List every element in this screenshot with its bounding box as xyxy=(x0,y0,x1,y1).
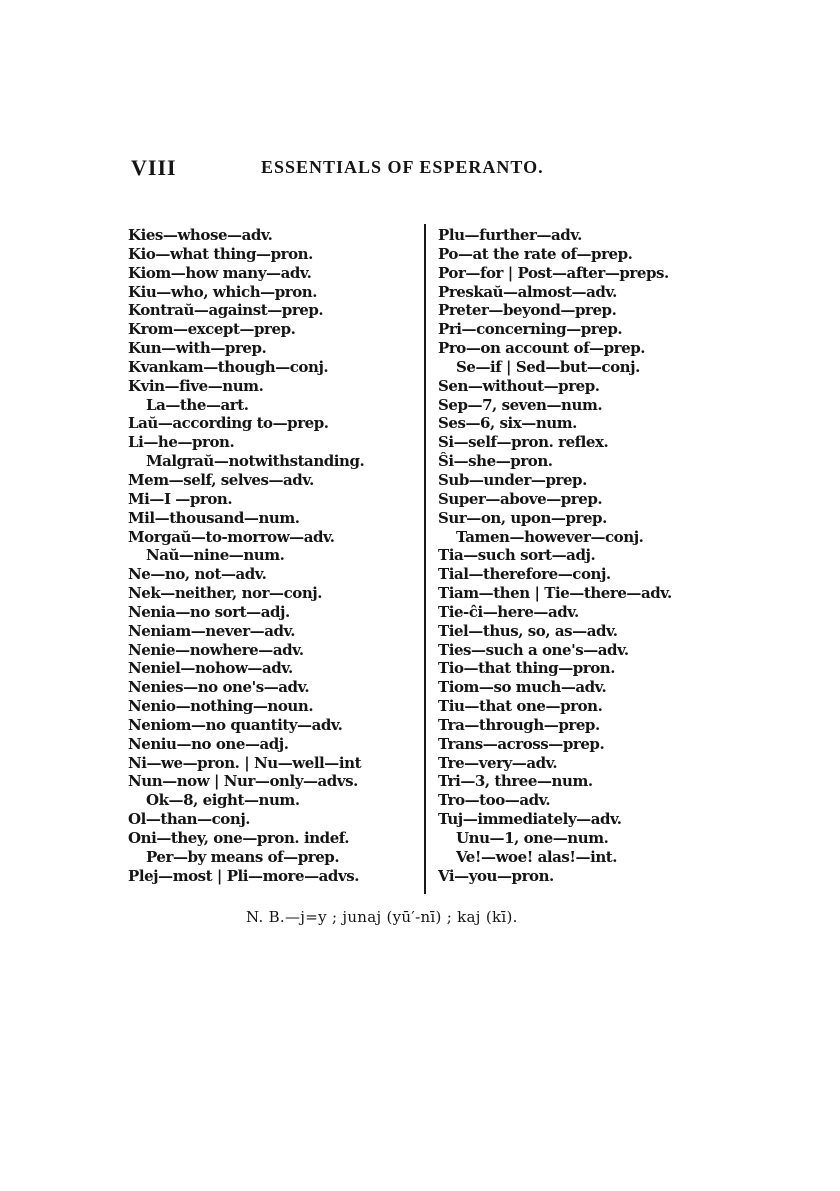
vocabulary-entry: Neniom—no quantity—adv. xyxy=(128,715,343,734)
vocabulary-entry: Mi—I —pron. xyxy=(128,489,233,508)
vocabulary-entry: Pri—concerning—prep. xyxy=(438,320,623,339)
vocabulary-entry: Kiu—who, which—pron. xyxy=(128,282,317,301)
vocabulary-entry: Nenies—no one's—adv. xyxy=(128,678,310,697)
vocabulary-entry: Tiu—that one—pron. xyxy=(438,697,603,716)
page-number: VIII xyxy=(131,155,177,180)
vocabulary-entry: Kvankam—though—conj. xyxy=(128,357,329,376)
vocabulary-column-right xyxy=(438,226,738,886)
vocabulary-entry: Vi—you—pron. xyxy=(438,866,554,885)
vocabulary-entry: Trans—across—prep. xyxy=(438,734,605,753)
vocabulary-entry: Tra—through—prep. xyxy=(438,715,600,734)
vocabulary-entry: Sub—under—prep. xyxy=(438,470,587,489)
vocabulary-entry: Ties—such a one's—adv. xyxy=(438,640,629,659)
page-header xyxy=(131,155,611,185)
running-title: ESSENTIALS OF ESPERANTO. xyxy=(261,157,544,177)
vocabulary-entry: Ol—than—conj. xyxy=(128,810,251,829)
vocabulary-entry: Mil—thousand—num. xyxy=(128,508,300,527)
vocabulary-entry: Oni—they, one—pron. indef. xyxy=(128,829,350,847)
vocabulary-entry: Li—he—pron. xyxy=(128,433,235,452)
vocabulary-entry: Ni—we—pron. | Nu—well—int xyxy=(128,753,362,772)
vocabulary-entry: Ses—6, six—num. xyxy=(438,414,577,433)
vocabulary-entry: Sep—7, seven—num. xyxy=(438,395,603,414)
vocabulary-entry: Naŭ—nine—num. xyxy=(146,546,285,565)
vocabulary-entry: Nenio—nothing—noun. xyxy=(128,697,314,716)
vocabulary-entry: Por—for | Post—after—preps. xyxy=(438,263,669,282)
vocabulary-entry: Sen—without—prep. xyxy=(438,376,600,395)
vocabulary-entry: Tuj—immediately—adv. xyxy=(438,810,622,829)
vocabulary-entry: Morgaŭ—to-morrow—adv. xyxy=(128,527,335,546)
column-divider xyxy=(424,224,426,894)
vocabulary-entry: Ok—8, eight—num. xyxy=(146,791,300,810)
vocabulary-entry: Tri—3, three—num. xyxy=(438,772,593,791)
vocabulary-entry: Kio—what thing—pron. xyxy=(128,244,313,263)
vocabulary-entry: Ŝi—she—pron. xyxy=(438,452,553,471)
vocabulary-entry: Nenia—no sort—adj. xyxy=(128,602,290,621)
vocabulary-entry: Kvin—five—num. xyxy=(128,376,264,395)
vocabulary-entry: Preskaŭ—almost—adv. xyxy=(438,282,617,301)
vocabulary-entry: Tamen—however—conj. xyxy=(456,527,644,546)
vocabulary-entry: Nek—neither, nor—conj. xyxy=(128,584,323,603)
vocabulary-entry: Kiom—how many—adv. xyxy=(128,263,312,282)
vocabulary-entry: Tio—that thing—pron. xyxy=(438,659,616,678)
vocabulary-entry: Neniam—never—adv. xyxy=(128,621,296,640)
vocabulary-entry: Neniu—no one—adj. xyxy=(128,734,289,753)
vocabulary-entry: Nenie—nowhere—adv. xyxy=(128,640,304,659)
vocabulary-column-left xyxy=(128,226,418,886)
vocabulary-entry: Per—by means of—prep. xyxy=(146,847,340,866)
vocabulary-entry: Ne—no, not—adv. xyxy=(128,565,267,584)
vocabulary-entry: Kontraŭ—against—prep. xyxy=(128,301,324,320)
vocabulary-entry: Nun—now | Nur—only—advs. xyxy=(128,772,358,791)
vocabulary-entry: Tiel—thus, so, as—adv. xyxy=(438,621,618,640)
vocabulary-entry: Tiam—then | Tie—there—adv. xyxy=(438,584,672,603)
vocabulary-entry: Tro—too—adv. xyxy=(438,791,551,810)
vocabulary-entry: Unu—1, one—num. xyxy=(456,829,609,847)
vocabulary-entry: Sur—on, upon—prep. xyxy=(438,508,607,527)
vocabulary-entry: Tial—therefore—conj. xyxy=(438,565,611,584)
vocabulary-entry: Krom—except—prep. xyxy=(128,320,296,339)
vocabulary-entry: Kies—whose—adv. xyxy=(128,226,273,244)
vocabulary-entry: Tre—very—adv. xyxy=(438,753,558,772)
vocabulary-entry: Laŭ—according to—prep. xyxy=(128,414,329,433)
vocabulary-entry: Ve!—woe! alas!—int. xyxy=(456,847,618,866)
vocabulary-entry: La—the—art. xyxy=(146,395,249,414)
vocabulary-entry: Tiom—so much—adv. xyxy=(438,678,607,697)
vocabulary-entry: Tia—such sort—adj. xyxy=(438,546,596,565)
vocabulary-entry: Kun—with—prep. xyxy=(128,339,267,358)
vocabulary-entry: Preter—beyond—prep. xyxy=(438,301,617,320)
vocabulary-entry: Po—at the rate of—prep. xyxy=(438,244,633,263)
vocabulary-entry: Tie-ĉi—here—adv. xyxy=(438,602,579,621)
vocabulary-entry: Si—self—pron. reflex. xyxy=(438,433,609,452)
vocabulary-entry: Neniel—nohow—adv. xyxy=(128,659,293,678)
vocabulary-entry: Super—above—prep. xyxy=(438,489,603,508)
vocabulary-entry: Plu—further—adv. xyxy=(438,226,582,244)
footnote: N. B.—j=y ; junaj (yū′-nī) ; kaj (kī). xyxy=(246,908,518,926)
vocabulary-entry: Plej—most | Pli—more—advs. xyxy=(128,866,359,885)
vocabulary-entry: Se—if | Sed—but—conj. xyxy=(456,357,640,376)
vocabulary-entry: Pro—on account of—prep. xyxy=(438,339,646,358)
vocabulary-entry: Mem—self, selves—adv. xyxy=(128,470,314,489)
vocabulary-entry: Malgraŭ—notwithstanding. xyxy=(146,452,365,471)
